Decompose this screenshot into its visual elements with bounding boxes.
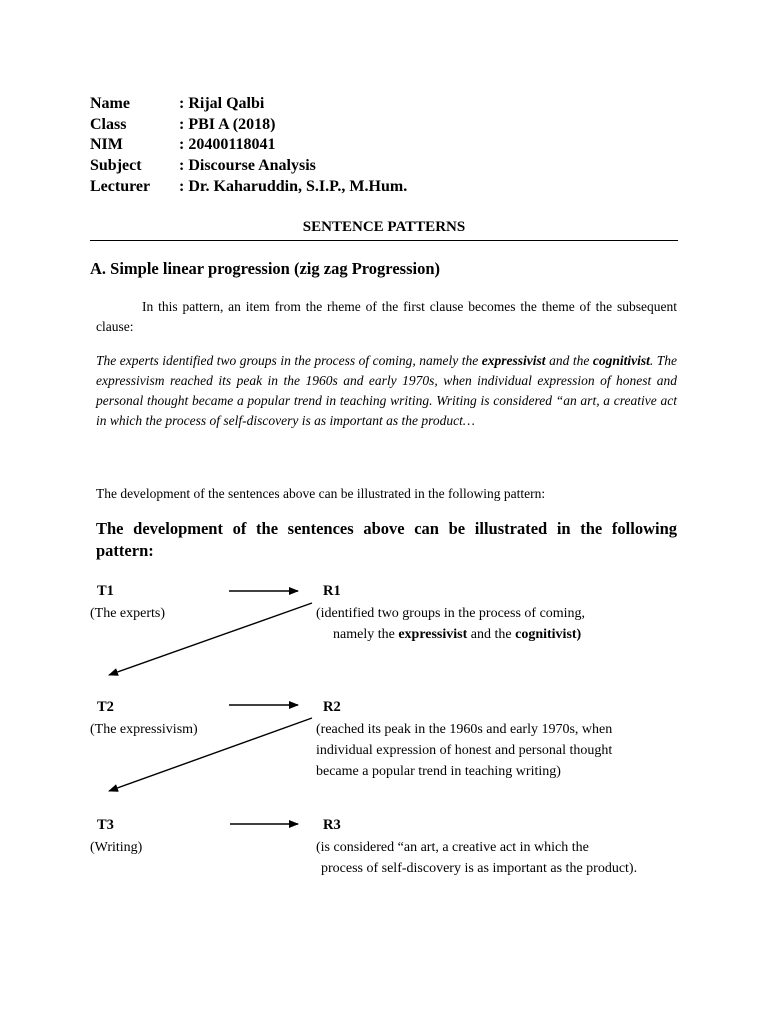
t2-text: (The expressivism)	[90, 722, 198, 737]
t2-label: T2	[97, 699, 114, 715]
r2-line1: (reached its peak in the 1960s and early 1970s, when	[316, 722, 613, 737]
subject-label: Subject	[90, 157, 142, 174]
nim-label: NIM	[90, 136, 123, 153]
r1-line2-pre: namely the	[333, 627, 399, 642]
r1-line1: (identified two groups in the process of coming,	[316, 606, 586, 621]
name-label: Name	[90, 95, 130, 112]
r3-label: R3	[323, 817, 341, 833]
example-text-1: The experts identified two groups in the process of coming, namely the	[96, 353, 482, 368]
development-note-bold: The development of the sentences above can be illustrated in the following pattern:	[96, 519, 677, 560]
development-note: The development of the sentences above can be illustrated in the following pattern:	[96, 486, 546, 501]
example-bold-expressivist: expressivist	[481, 353, 546, 368]
r1-bold-expressivist: expressivist	[398, 627, 468, 642]
r2-line3: became a popular trend in teaching writing)	[316, 764, 561, 779]
t3-text: (Writing)	[90, 840, 143, 855]
example-text-2: and the	[545, 353, 593, 368]
example-text-3: . The expressivism reached its peak in the 1960s and early 1970s, when individual expression of honest and personal thought became a popular trend in teaching writing. Writing is considered “an art, a creative act in which the process of self-discovery is as important as the product…	[96, 353, 678, 428]
section-heading: A. Simple linear progression (zig zag Progression)	[90, 259, 441, 278]
r2-label: R2	[323, 699, 341, 715]
r3-line1: (is considered “an art, a creative act in which the	[316, 840, 589, 855]
t3-label: T3	[97, 817, 114, 833]
class-value: : PBI A (2018)	[179, 116, 276, 133]
lecturer-value: : Dr. Kaharuddin, S.I.P., M.Hum.	[179, 178, 408, 195]
example-bold-cognitivist: cognitivist	[592, 353, 650, 368]
page-title: SENTENCE PATTERNS	[302, 219, 466, 235]
nim-value: : 20400118041	[179, 136, 276, 153]
name-value: : Rijal Qalbi	[179, 95, 265, 112]
r1-label: R1	[323, 583, 341, 599]
intro-paragraph: In this pattern, an item from the rheme of the first clause becomes the theme of the subsequent clause:	[96, 299, 677, 334]
r2-line2: individual expression of honest and personal thought	[316, 743, 613, 758]
class-label: Class	[90, 116, 127, 133]
r1-line2-mid: and the	[467, 627, 516, 642]
r3-line2: process of self-discovery is as important as the product).	[321, 861, 638, 876]
r1-bold-cognitivist: cognitivist)	[515, 627, 582, 642]
r1-line2	[333, 624, 581, 645]
t1-text: (The experts)	[90, 606, 166, 621]
lecturer-label: Lecturer	[90, 178, 151, 195]
subject-value: : Discourse Analysis	[179, 157, 316, 174]
t1-label: T1	[97, 583, 114, 599]
